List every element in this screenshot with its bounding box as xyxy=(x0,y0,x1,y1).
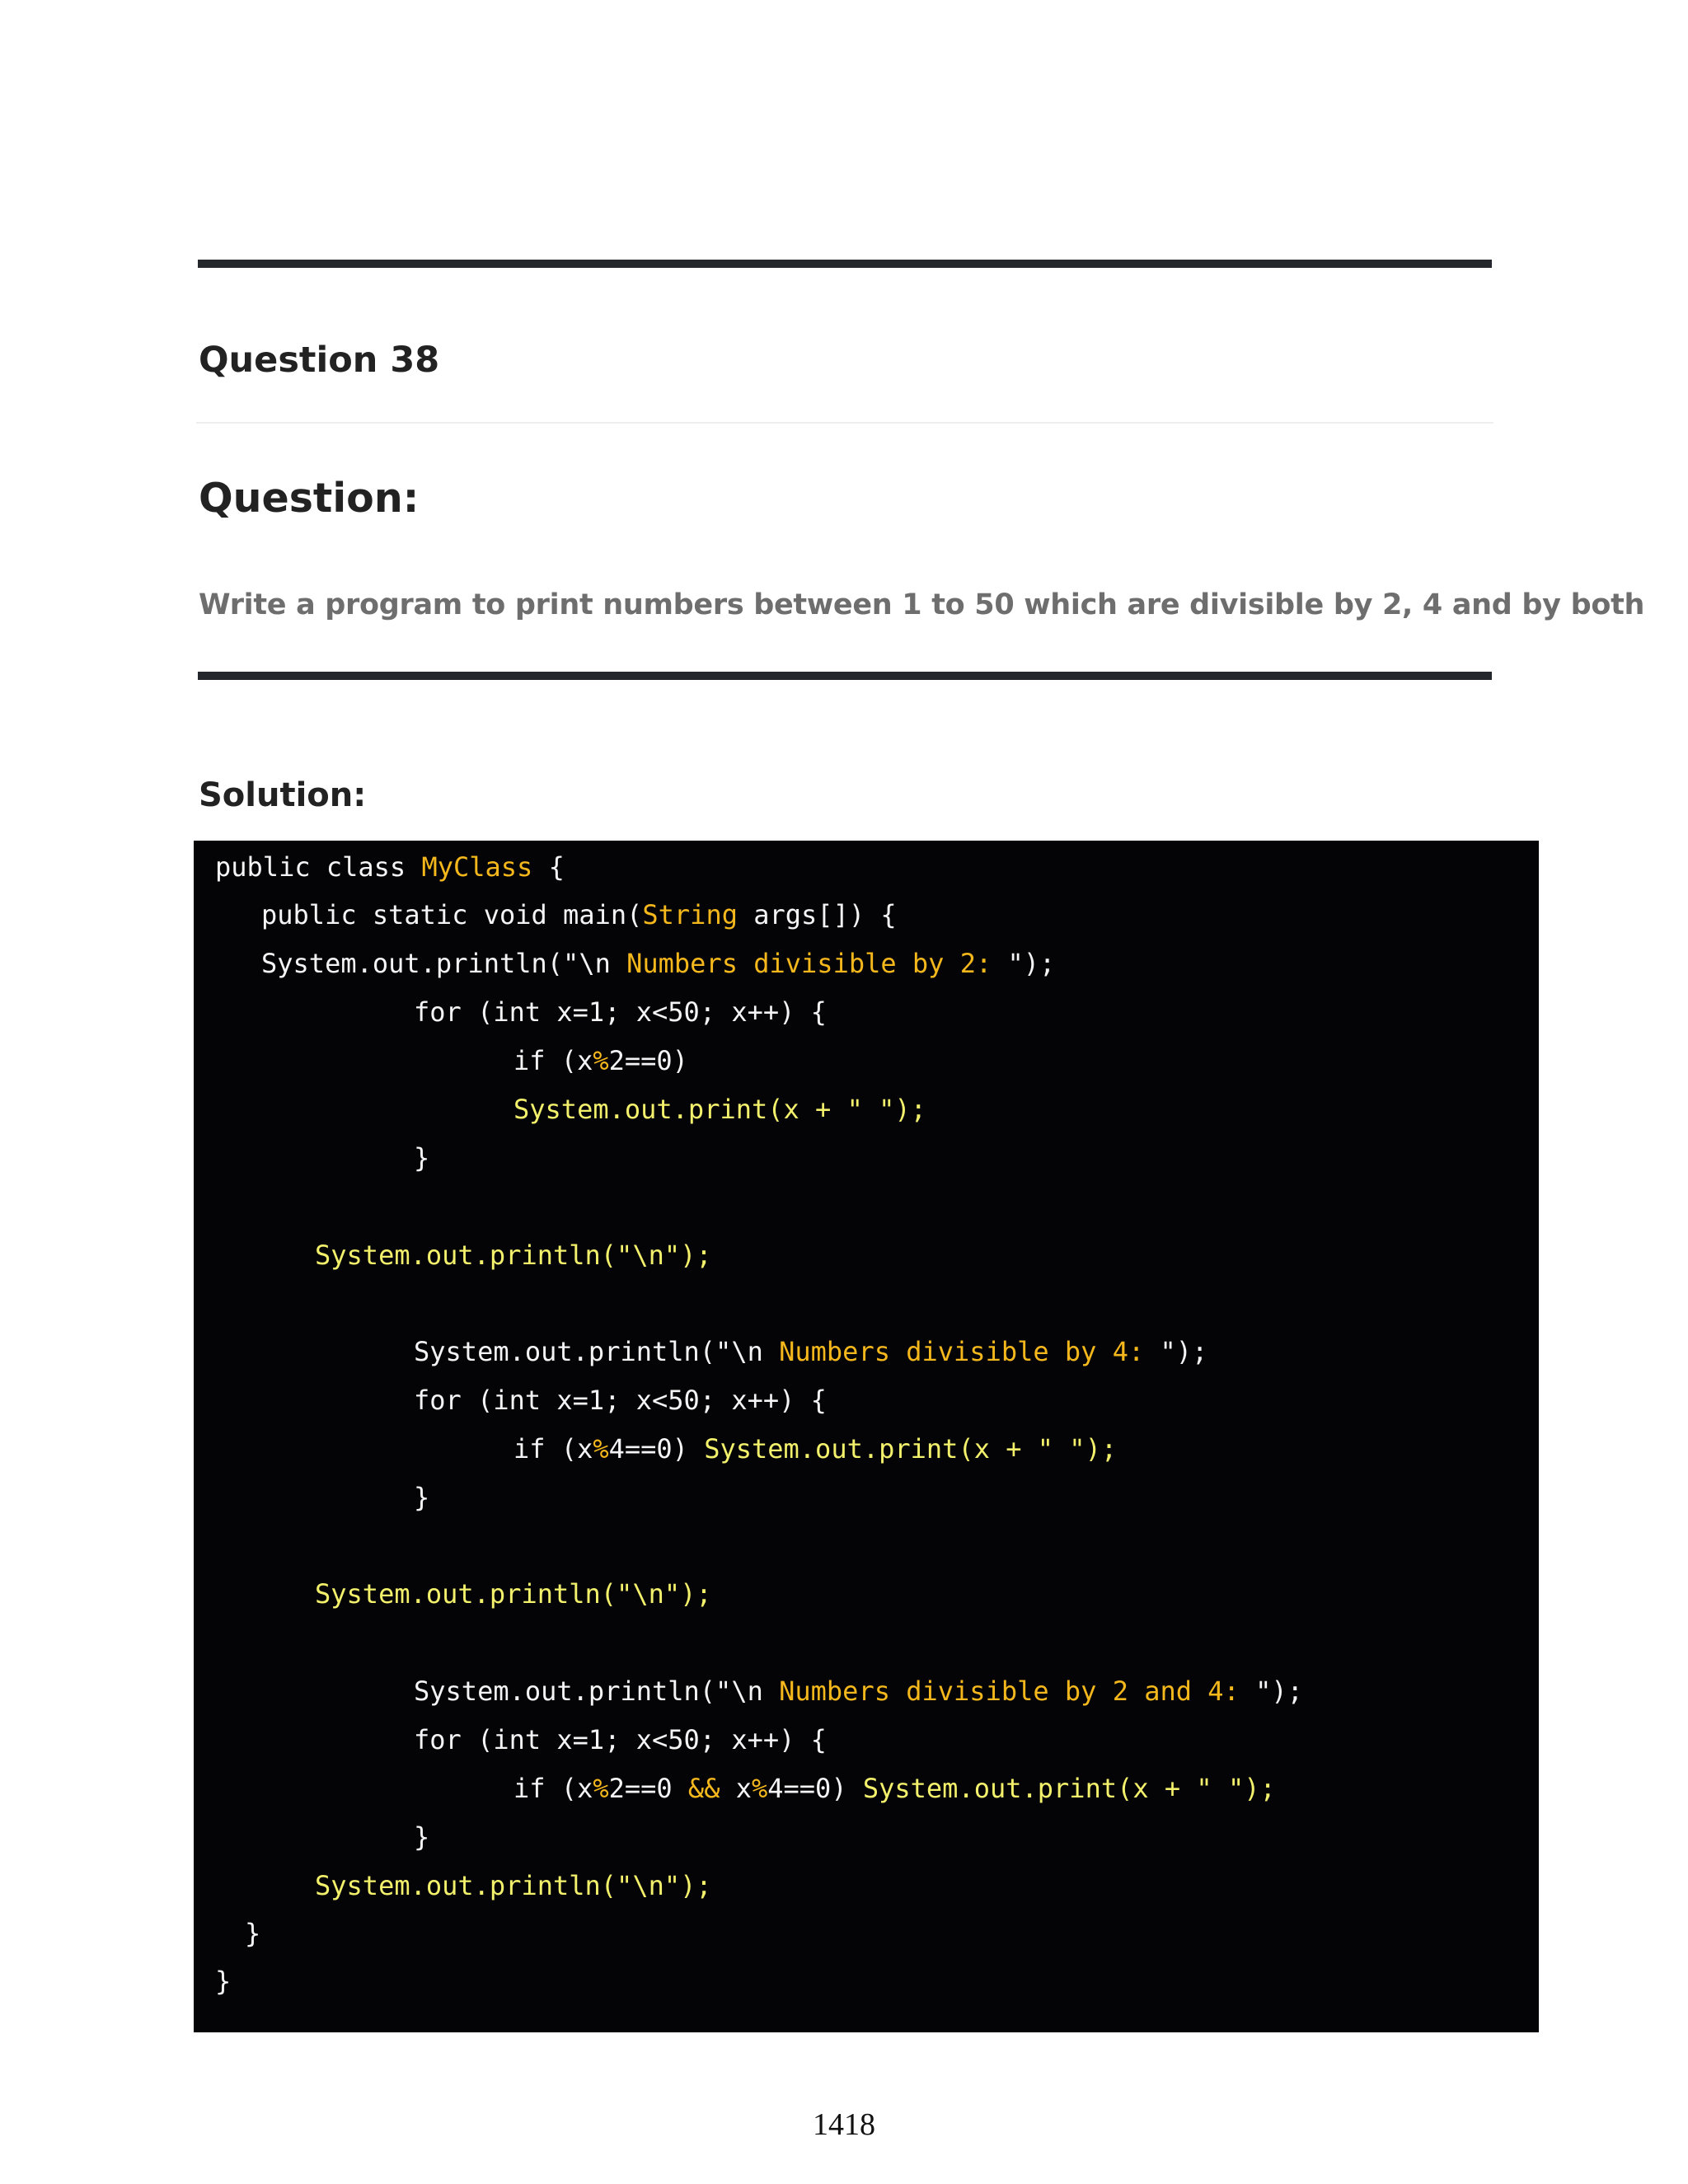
code-token: } xyxy=(215,1966,232,1997)
code-line-9 xyxy=(194,1335,1207,1368)
code-line-3 xyxy=(194,947,1055,980)
code-line-15 xyxy=(194,1723,827,1756)
code-token: "); xyxy=(1160,1336,1208,1367)
code-token: System.out.println("\n"); xyxy=(315,1578,712,1610)
code-token: public static void main( xyxy=(261,899,643,930)
code-token: 2==0) xyxy=(608,1045,688,1076)
code-token: System.out.println("\n xyxy=(414,1336,780,1367)
code-line-5 xyxy=(194,1044,688,1077)
code-line-14 xyxy=(194,1675,1303,1708)
code-line-6 xyxy=(194,1093,926,1126)
code-token: System.out.println("\n"); xyxy=(315,1870,712,1901)
code-line-16 xyxy=(194,1772,1276,1805)
code-token: { xyxy=(532,851,565,883)
code-token: System.out.println("\n xyxy=(414,1675,780,1707)
code-token: % xyxy=(751,1773,768,1804)
code-token: % xyxy=(593,1045,609,1076)
code-token: MyClass xyxy=(421,851,533,883)
question-number-heading: Question 38 xyxy=(199,340,440,381)
code-line-7 xyxy=(194,1141,429,1174)
code-token: Numbers divisible by 4: xyxy=(779,1336,1160,1367)
thin-divider xyxy=(196,422,1493,424)
code-token: args[]) { xyxy=(737,899,897,930)
code-token: Numbers divisible by 2 and 4: xyxy=(779,1675,1256,1707)
question-heading: Question: xyxy=(199,475,420,522)
code-token: } xyxy=(414,1821,430,1853)
code-line-2 xyxy=(194,898,897,931)
code-token: System.out.print(x + " "); xyxy=(862,1773,1276,1804)
code-token: 2==0 xyxy=(608,1773,688,1804)
code-line-20 xyxy=(194,1965,231,1998)
page-number: 1418 xyxy=(813,2107,875,2142)
top-rule xyxy=(198,260,1492,268)
solution-heading: Solution: xyxy=(199,776,367,814)
code-token: for (int x=1; x<50; x++) { xyxy=(414,1385,827,1416)
code-line-8 xyxy=(194,1239,712,1272)
code-block xyxy=(194,841,1539,2032)
code-token: && xyxy=(687,1773,720,1804)
code-token: public class xyxy=(215,851,422,883)
code-token: for (int x=1; x<50; x++) { xyxy=(414,996,827,1028)
code-token: 4==0) xyxy=(608,1433,705,1465)
code-line-17 xyxy=(194,1821,429,1854)
code-token: String xyxy=(642,899,738,930)
code-token: for (int x=1; x<50; x++) { xyxy=(414,1724,827,1755)
code-line-13 xyxy=(194,1577,712,1610)
code-token: if (x xyxy=(513,1773,593,1804)
code-token: x xyxy=(720,1773,752,1804)
code-line-18 xyxy=(194,1869,712,1902)
code-line-1 xyxy=(194,851,565,883)
code-token: "); xyxy=(1255,1675,1303,1707)
code-token: System.out.println("\n"); xyxy=(315,1240,712,1271)
code-line-10 xyxy=(194,1384,827,1417)
code-line-4 xyxy=(194,996,827,1029)
code-token: Numbers divisible by 2: xyxy=(626,948,1008,979)
question-text: Write a program to print numbers between 1 to 50 which are divisible by 2, 4 and by both xyxy=(199,588,1645,621)
code-line-12 xyxy=(194,1481,429,1514)
code-token: } xyxy=(414,1482,430,1513)
code-token: if (x xyxy=(513,1045,593,1076)
code-token: if (x xyxy=(513,1433,593,1465)
code-token: % xyxy=(593,1433,609,1465)
middle-rule xyxy=(198,672,1492,680)
code-token: System.out.print(x + " "); xyxy=(513,1094,926,1125)
code-token: } xyxy=(414,1142,430,1174)
code-token: System.out.println("\n xyxy=(261,948,627,979)
code-token: } xyxy=(245,1918,261,1949)
code-line-11 xyxy=(194,1432,1117,1465)
code-token: % xyxy=(593,1773,609,1804)
code-token: "); xyxy=(1007,948,1056,979)
code-token: System.out.print(x + " "); xyxy=(704,1433,1118,1465)
code-line-19 xyxy=(194,1917,260,1950)
code-token: 4==0) xyxy=(767,1773,863,1804)
